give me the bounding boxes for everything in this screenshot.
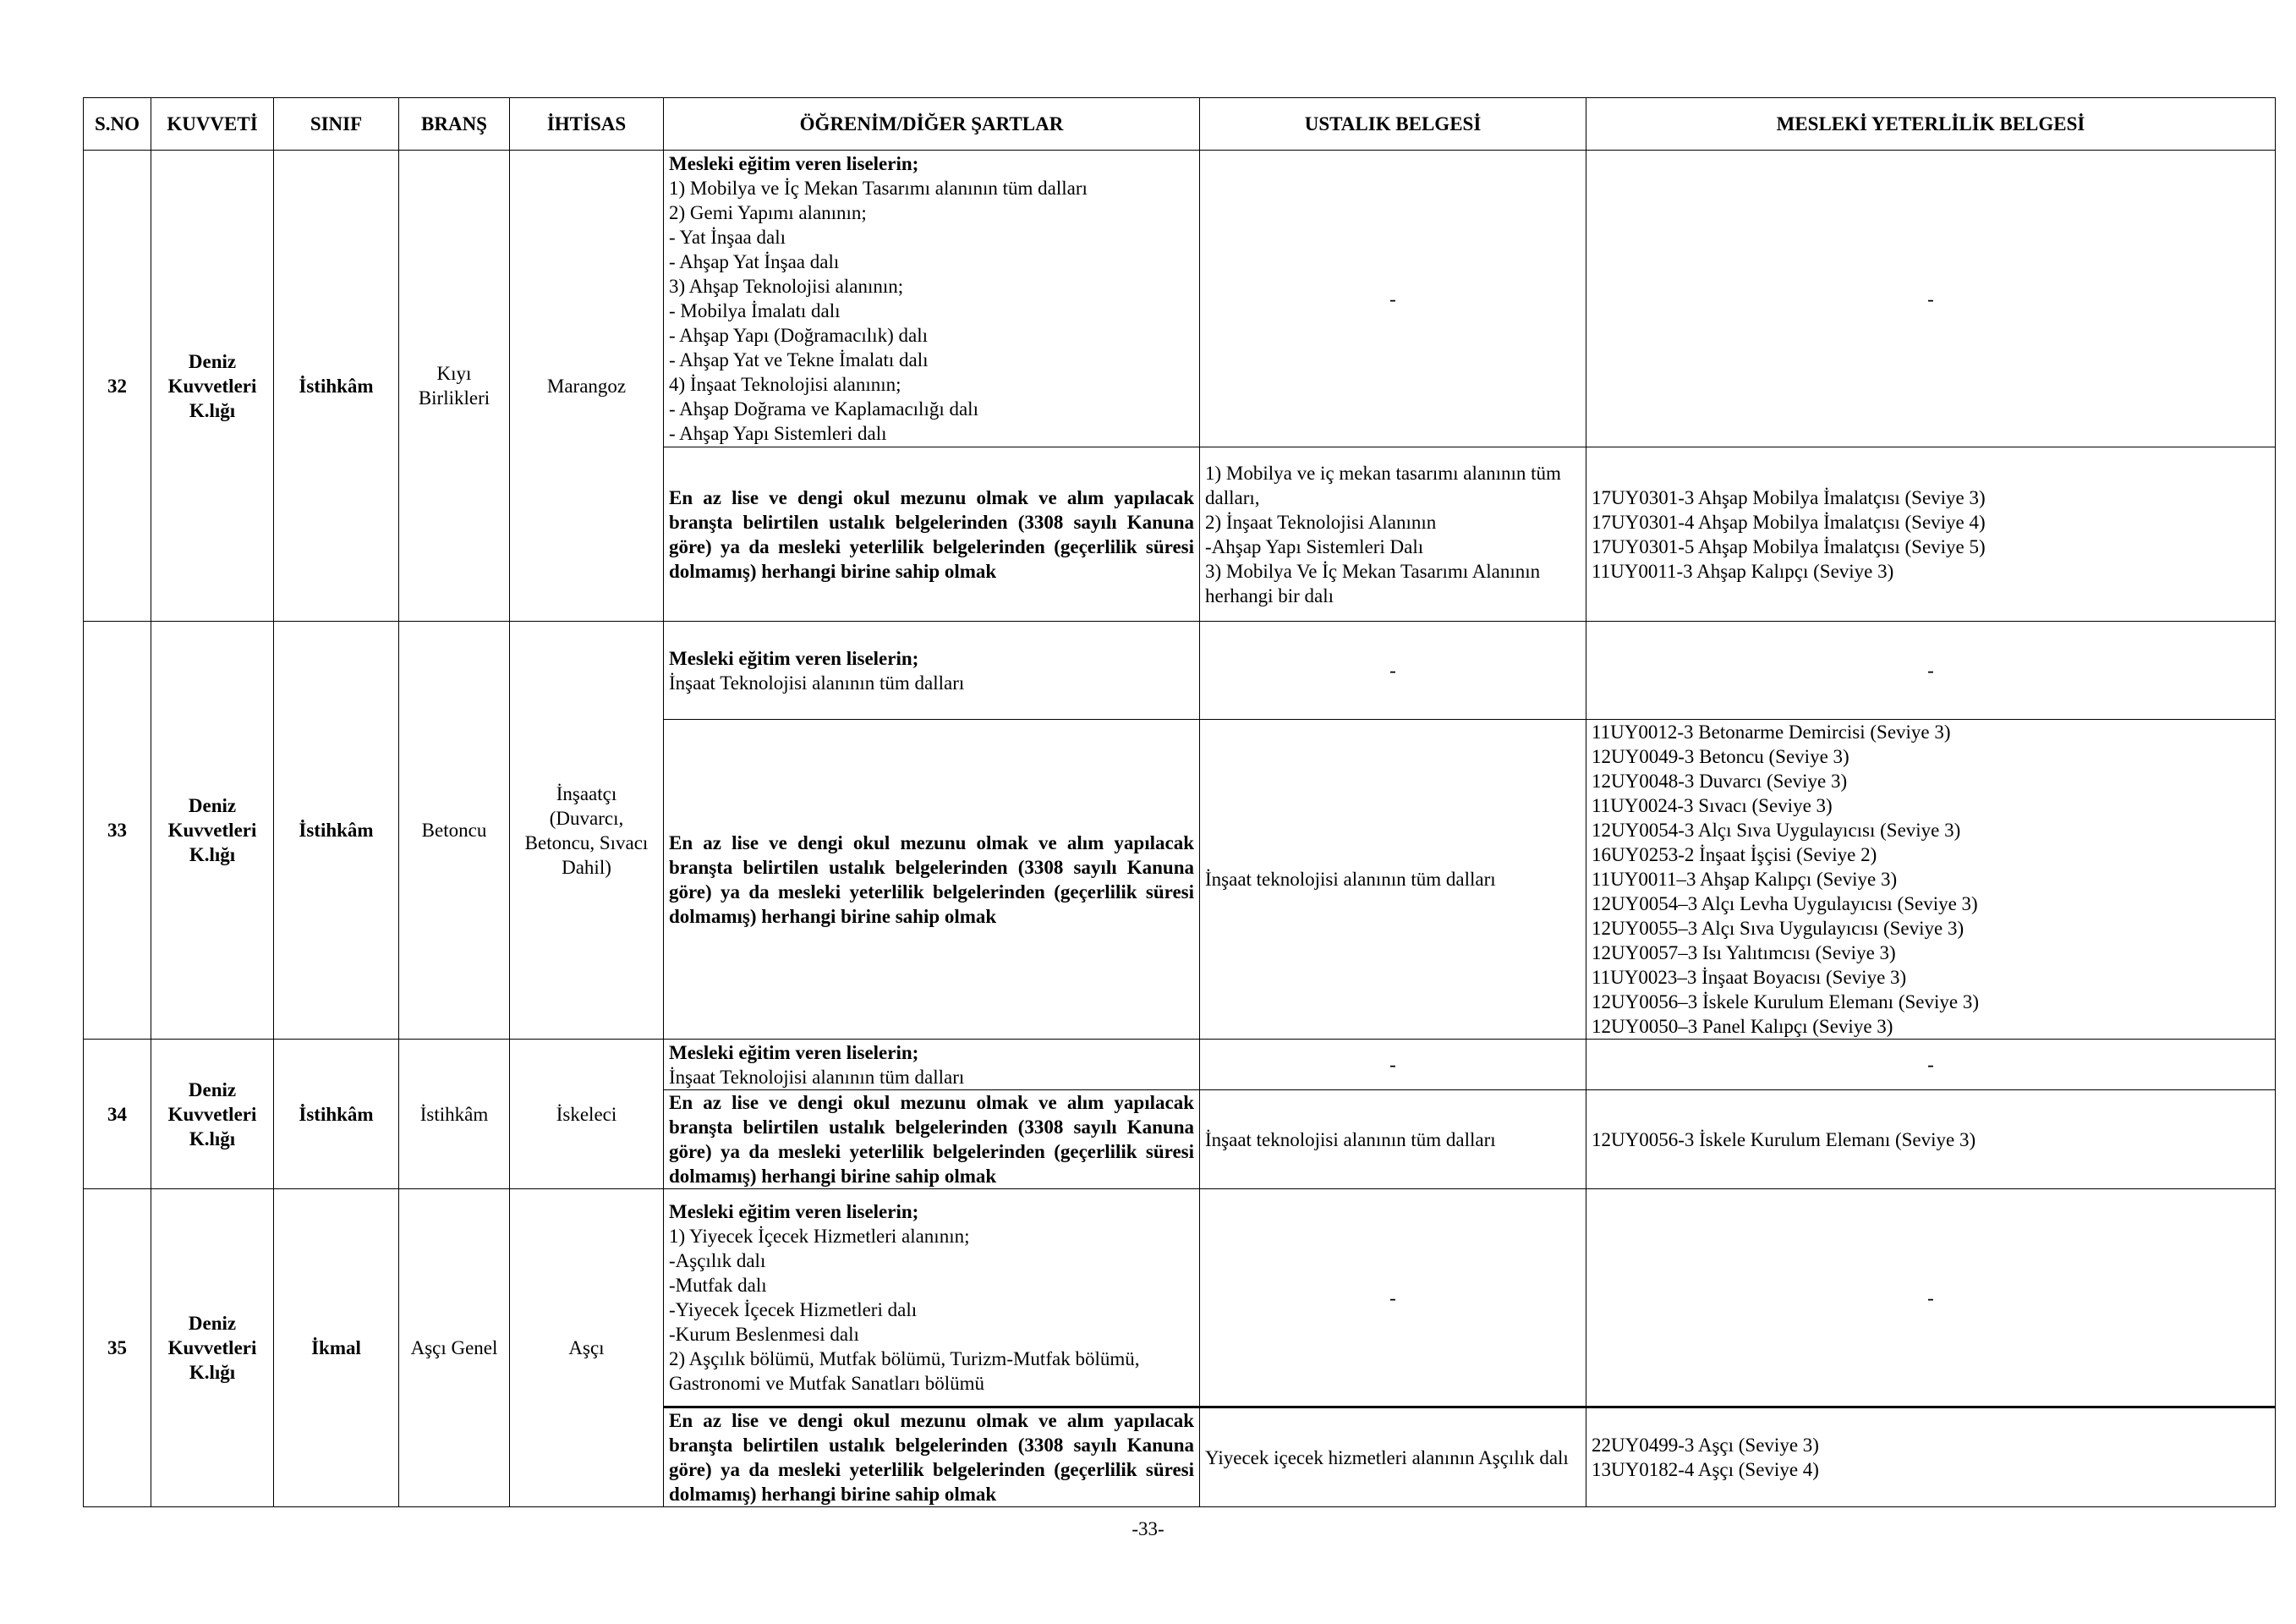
myb-cell: 11UY0012-3 Betonarme Demircisi (Seviye 3) 12UY0049-3 Betoncu (Seviye 3) 12UY0048-3 Duvarcı (Seviye 3) 11UY0024-3 Sıvacı (Seviye 3) 12UY0054-3 Alçı Sıva Uygulayıcısı (Seviye 3) 16UY0253-2 İnşaat İşçisi (Seviye 2) 11UY0011–3 Ahşap Kalıpçı (Seviye 3) 12UY0054–3 Alçı Levha Uygulayıcısı (Seviye 3) 12UY0055–3 Alçı Sıva Uygulayıcısı (Seviye 3) 12UY0057–3 Isı Yalıtımcısı (Seviye 3) 11UY0023–3 İnşaat Boyacısı (Seviye 3) 12UY0056–3 İskele Kurulum Elemanı (Seviye 3) 12UY0050–3 Panel Kalıpçı (Seviye 3)	[1586, 720, 2276, 1040]
ustalik-cell: -	[1200, 1040, 1586, 1090]
sinif-cell: İstihkâm	[274, 622, 399, 1040]
ustalik-cell: -	[1200, 151, 1586, 447]
ihtisas-cell: Marangoz	[510, 151, 664, 622]
table-row	[84, 151, 2276, 447]
myb-cell: -	[1586, 151, 2276, 447]
myb-cell: -	[1586, 1189, 2276, 1407]
table-row	[84, 1040, 2276, 1090]
sno-cell: 32	[84, 151, 151, 622]
header-ogrenim: ÖĞRENİM/DİĞER ŞARTLAR	[664, 98, 1200, 151]
kuvvet-cell: Deniz Kuvvetleri K.lığı	[151, 622, 274, 1040]
ustalik-cell: Yiyecek içecek hizmetleri alanının Aşçılık dalı	[1200, 1407, 1586, 1507]
ogrenim-cell	[664, 1189, 1200, 1407]
ihtisas-cell: İnşaatçı (Duvarcı, Betoncu, Sıvacı Dahil)	[510, 622, 664, 1040]
mesleki-title: Mesleki eğitim veren liselerin;	[669, 1201, 919, 1222]
ogrenim-cell	[664, 1040, 1200, 1090]
myb-cell: 17UY0301-3 Ahşap Mobilya İmalatçısı (Seviye 3) 17UY0301-4 Ahşap Mobilya İmalatçısı (Seviye 4) 17UY0301-5 Ahşap Mobilya İmalatçısı (Seviye 5) 11UY0011-3 Ahşap Kalıpçı (Seviye 3)	[1586, 447, 2276, 622]
sno-cell: 35	[84, 1189, 151, 1507]
qualification-table	[83, 97, 2276, 1507]
mesleki-title: Mesleki eğitim veren liselerin;	[669, 153, 919, 174]
ogrenim-text: İnşaat Teknolojisi alanının tüm dalları	[669, 1066, 965, 1088]
brans-cell: Betoncu	[399, 622, 510, 1040]
sinif-cell: İstihkâm	[274, 1040, 399, 1189]
myb-cell: 12UY0056-3 İskele Kurulum Elemanı (Seviye 3)	[1586, 1090, 2276, 1189]
mesleki-title: Mesleki eğitim veren liselerin;	[669, 1041, 919, 1063]
ustalik-cell: -	[1200, 622, 1586, 720]
sinif-cell: İstihkâm	[274, 151, 399, 622]
sno-cell: 34	[84, 1040, 151, 1189]
myb-cell: 22UY0499-3 Aşçı (Seviye 3) 13UY0182-4 Aşçı (Seviye 4)	[1586, 1407, 2276, 1507]
ustalik-cell: 1) Mobilya ve iç mekan tasarımı alanının tüm dalları, 2) İnşaat Teknolojisi Alanının -Ahşap Yapı Sistemleri Dalı 3) Mobilya Ve İç Mekan Tasarımı Alanının herhangi bir dalı	[1200, 447, 1586, 622]
ihtisas-cell: İskeleci	[510, 1040, 664, 1189]
ogrenim-text: 1) Yiyecek İçecek Hizmetleri alanının; -Aşçılık dalı -Mutfak dalı -Yiyecek İçecek Hizmetleri dalı -Kurum Beslenmesi dalı 2) Aşçılık bölümü, Mutfak bölümü, Turizm-Mutfak bölümü, Gastronomi ve Mutfak Sanatları bölümü	[669, 1226, 1140, 1394]
ustalik-cell: İnşaat teknolojisi alanının tüm dalları	[1200, 720, 1586, 1040]
header-ustalik: USTALIK BELGESİ	[1200, 98, 1586, 151]
page-number: -33-	[1132, 1518, 1164, 1539]
header-kuvvet: KUVVETİ	[151, 98, 274, 151]
myb-cell: -	[1586, 622, 2276, 720]
myb-cell: -	[1586, 1040, 2276, 1090]
header-ihtisas: İHTİSAS	[510, 98, 664, 151]
kuvvet-cell: Deniz Kuvvetleri K.lığı	[151, 1189, 274, 1507]
sno-cell: 33	[84, 622, 151, 1040]
ogrenim-text: İnşaat Teknolojisi alanının tüm dalları	[669, 672, 965, 694]
sinif-cell: İkmal	[274, 1189, 399, 1507]
ogrenim-text: 1) Mobilya ve İç Mekan Tasarımı alanının tüm dalları 2) Gemi Yapımı alanının; - Yat İnşaa dalı - Ahşap Yat İnşaa dalı 3) Ahşap Teknolojisi alanının; - Mobilya İmalatı dalı - Ahşap Yapı (Doğramacılık) dalı - Ahşap Yat ve Tekne İmalatı dalı 4) İnşaat Teknolojisi alanının; - Ahşap Doğrama ve Kaplamacılığı dalı - Ahşap Yapı Sistemleri dalı	[669, 178, 1088, 444]
header-sinif: SINIF	[274, 98, 399, 151]
kuvvet-cell: Deniz Kuvvetleri K.lığı	[151, 1040, 274, 1189]
table-row	[84, 1189, 2276, 1407]
ustalik-cell: -	[1200, 1189, 1586, 1407]
mesleki-title: Mesleki eğitim veren liselerin;	[669, 647, 919, 669]
ogrenim-cell	[664, 151, 1200, 447]
lise-requirement: En az lise ve dengi okul mezunu olmak ve alım yapılacak branşta belirtilen ustalık belgelerinden (3308 sayılı Kanuna göre) ya da mesleki yeterlilik belgelerinden (geçerlilik süresi dolmamış) herhangi birine sahip olmak	[664, 447, 1200, 622]
ogrenim-cell	[664, 622, 1200, 720]
header-row	[84, 98, 2276, 151]
brans-cell: İstihkâm	[399, 1040, 510, 1189]
ustalik-cell: İnşaat teknolojisi alanının tüm dalları	[1200, 1090, 1586, 1189]
lise-requirement: En az lise ve dengi okul mezunu olmak ve alım yapılacak branşta belirtilen ustalık belgelerinden (3308 sayılı Kanuna göre) ya da mesleki yeterlilik belgelerinden (geçerlilik süresi dolmamış) herhangi birine sahip olmak	[664, 1407, 1200, 1507]
ihtisas-cell: Aşçı	[510, 1189, 664, 1507]
header-myb: MESLEKİ YETERLİLİK BELGESİ	[1586, 98, 2276, 151]
header-brans: BRANŞ	[399, 98, 510, 151]
lise-requirement: En az lise ve dengi okul mezunu olmak ve alım yapılacak branşta belirtilen ustalık belgelerinden (3308 sayılı Kanuna göre) ya da mesleki yeterlilik belgelerinden (geçerlilik süresi dolmamış) herhangi birine sahip olmak	[664, 720, 1200, 1040]
brans-cell: Aşçı Genel	[399, 1189, 510, 1507]
brans-cell: Kıyı Birlikleri	[399, 151, 510, 622]
header-sno: S.NO	[84, 98, 151, 151]
lise-requirement: En az lise ve dengi okul mezunu olmak ve alım yapılacak branşta belirtilen ustalık belgelerinden (3308 sayılı Kanuna göre) ya da mesleki yeterlilik belgelerinden (geçerlilik süresi dolmamış) herhangi birine sahip olmak	[664, 1090, 1200, 1189]
table-row	[84, 622, 2276, 720]
kuvvet-cell: Deniz Kuvvetleri K.lığı	[151, 151, 274, 622]
